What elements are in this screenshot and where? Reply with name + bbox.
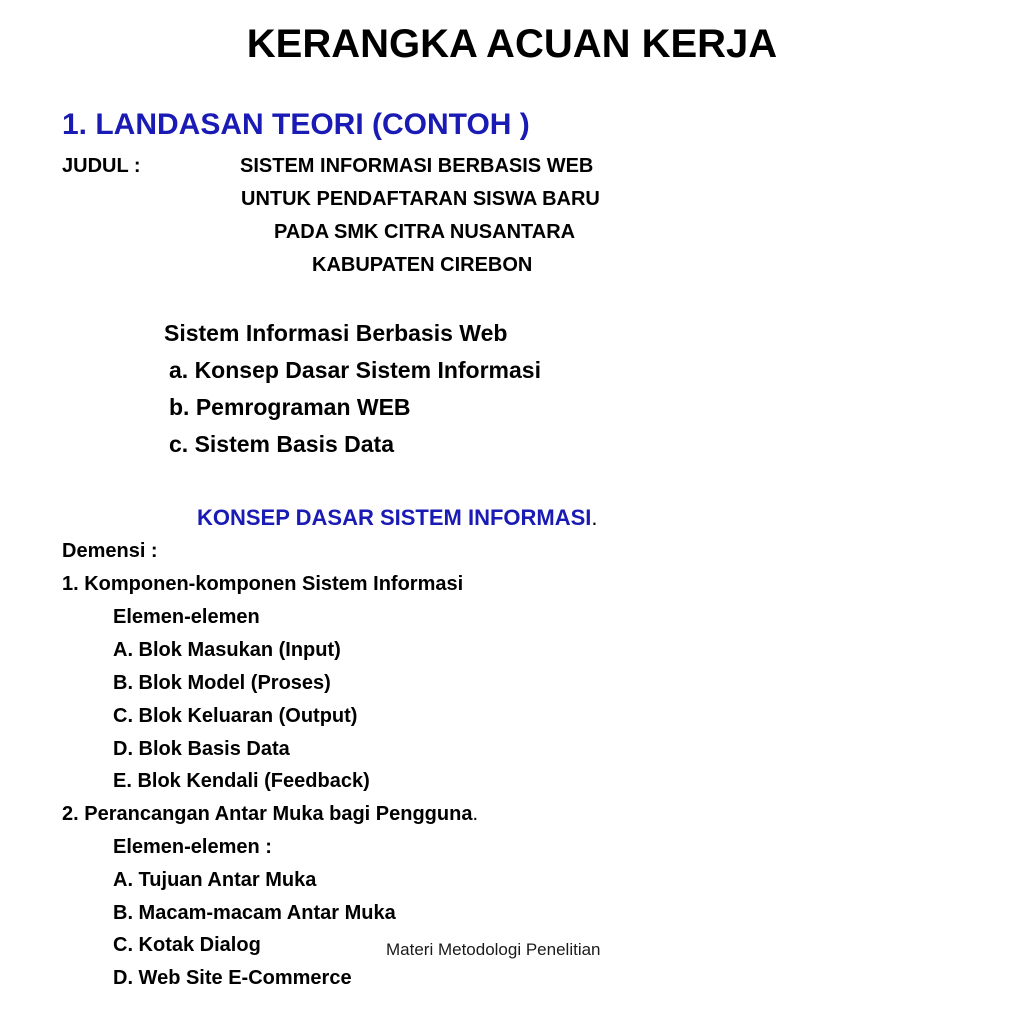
konsep-heading <box>197 505 598 531</box>
judul-line: UNTUK PENDAFTARAN SISWA BARU <box>241 188 600 210</box>
perancangan-sublabel: Elemen-elemen : <box>113 836 272 858</box>
topic-item: b. Pemrograman WEB <box>169 394 411 420</box>
topic-item: c. Sistem Basis Data <box>169 431 395 457</box>
perancangan-heading-text: 2. Perancangan Antar Muka bagi Pengguna <box>62 803 473 825</box>
perancangan-heading <box>62 803 478 826</box>
perancangan-item: B. Macam-macam Antar Muka <box>113 902 396 924</box>
komponen-sublabel: Elemen-elemen <box>113 606 260 628</box>
konsep-heading-text: KONSEP DASAR SISTEM INFORMASI <box>197 505 592 530</box>
judul-line: SISTEM INFORMASI BERBASIS WEB <box>240 155 594 177</box>
slide-footer: Materi Metodologi Penelitian <box>386 940 601 959</box>
judul-line: KABUPATEN CIREBON <box>312 254 533 276</box>
perancangan-item: C. Kotak Dialog <box>113 934 261 956</box>
perancangan-item: D. Web Site E-Commerce <box>113 967 352 989</box>
komponen-item: E. Blok Kendali (Feedback) <box>113 770 370 792</box>
konsep-heading-period: . <box>591 505 598 530</box>
komponen-item: D. Blok Basis Data <box>113 738 290 760</box>
perancangan-item: A. Tujuan Antar Muka <box>113 869 317 891</box>
topic-item: a. Konsep Dasar Sistem Informasi <box>169 357 541 383</box>
komponen-heading: 1. Komponen-komponen Sistem Informasi <box>62 573 464 595</box>
komponen-item: C. Blok Keluaran (Output) <box>113 705 358 727</box>
perancangan-heading-period: . <box>472 803 479 825</box>
page-title: KERANGKA ACUAN KERJA <box>246 22 778 66</box>
topic-heading: Sistem Informasi Berbasis Web <box>164 320 508 346</box>
section-heading: 1. LANDASAN TEORI (CONTOH ) <box>62 108 530 141</box>
judul-line: PADA SMK CITRA NUSANTARA <box>274 221 576 243</box>
demensi-label: Demensi : <box>62 540 158 562</box>
komponen-item: B. Blok Model (Proses) <box>113 672 331 694</box>
judul-label: JUDUL : <box>62 155 141 177</box>
komponen-item: A. Blok Masukan (Input) <box>113 639 341 661</box>
